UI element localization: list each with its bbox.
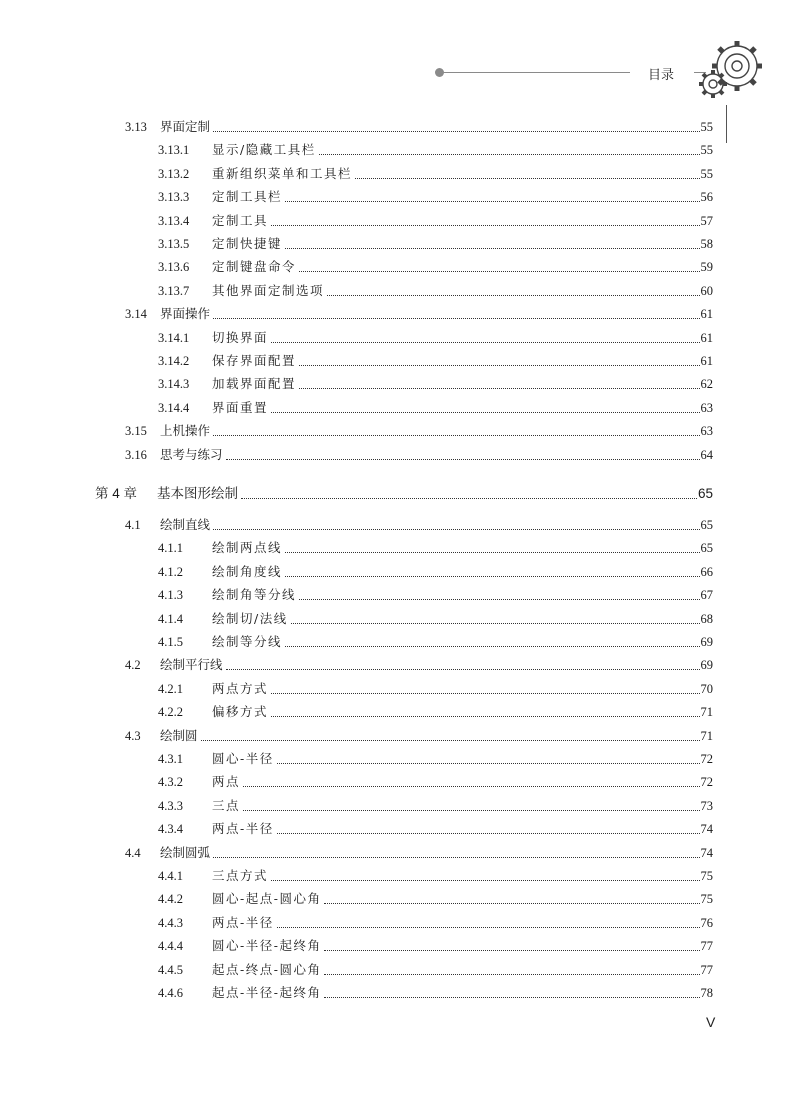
toc-entry-title: 绘制角度线 [212, 563, 283, 579]
toc-entry-title: 上机操作 [160, 423, 211, 439]
toc-entry-title: 两点-半径 [212, 821, 274, 837]
toc-entry-section[interactable] [125, 722, 713, 744]
toc-entry-page: 76 [700, 915, 713, 930]
toc-leader-dots [213, 856, 699, 858]
toc-entry-page: 66 [700, 564, 713, 579]
toc-entry-number: 4.2.1 [158, 681, 183, 696]
toc-leader-dots [324, 973, 699, 975]
page-number: V [706, 1014, 716, 1030]
toc-leader-dots [285, 200, 699, 202]
toc-entry-sub[interactable] [158, 534, 713, 556]
toc-entry-page: 77 [700, 962, 713, 977]
toc-entry-title: 定制快捷键 [212, 236, 283, 251]
toc-entry-title: 两点-半径 [212, 914, 274, 930]
toc-entry-page: 61 [700, 354, 713, 368]
toc-entry-page: 72 [700, 775, 713, 790]
toc-entry-title: 绘制两点线 [212, 540, 283, 556]
toc-entry-number: 3.13.5 [158, 237, 190, 251]
toc-entry-sub[interactable] [158, 230, 713, 252]
toc-entry-number: 3.14.1 [158, 330, 190, 345]
toc-entry-page: 74 [700, 822, 713, 837]
toc-leader-dots [291, 622, 700, 624]
toc-leader-dots [226, 458, 700, 460]
toc-entry-title: 偏移方式 [212, 704, 269, 720]
toc-leader-dots [277, 762, 700, 764]
toc-entry-number: 4.3 [125, 728, 141, 743]
toc-entry-sub[interactable] [158, 675, 713, 697]
toc-entry-number: 3.14.3 [158, 377, 190, 392]
toc-entry-title: 绘制平行线 [160, 657, 223, 673]
toc-entry-title: 界面操作 [160, 306, 211, 322]
toc-entry-sub[interactable] [158, 909, 713, 931]
toc-entry-title: 三点 [212, 797, 241, 813]
toc-entry-page: 63 [700, 400, 713, 415]
toc-leader-dots [324, 996, 699, 998]
toc-entry-title: 圆心-起点-圆心角 [212, 891, 322, 907]
toc-leader-dots [213, 434, 699, 436]
toc-entry-page: 59 [700, 260, 713, 275]
toc-entry-page: 67 [700, 588, 713, 603]
toc-entry-page: 70 [700, 681, 713, 696]
toc-entry-number: 4.2.2 [158, 705, 183, 720]
toc-entry-section[interactable] [125, 651, 713, 673]
header-section-title: 目录 [648, 67, 675, 82]
toc-entry-page: 77 [700, 939, 713, 954]
toc-entry-sub[interactable] [158, 581, 713, 603]
toc-entry-number: 4.3.4 [158, 822, 183, 837]
toc-entry-page: 55 [700, 166, 713, 181]
toc-entry-page: 60 [700, 283, 713, 298]
toc-entry-section[interactable] [125, 417, 713, 439]
toc-entry-sub[interactable] [158, 932, 713, 954]
toc-leader-dots [319, 153, 700, 155]
toc-entry-sub[interactable] [158, 277, 713, 299]
toc-entry-sub[interactable] [158, 792, 713, 814]
toc-entry-sub[interactable] [158, 207, 713, 229]
toc-entry-title: 两点 [212, 774, 241, 790]
toc-entry-sub[interactable] [158, 136, 713, 158]
toc-entry-title: 绘制角等分线 [212, 587, 297, 603]
toc-entry-sub[interactable] [158, 324, 713, 346]
toc-leader-dots [277, 832, 700, 834]
toc-entry-title: 起点-半径-起终角 [212, 985, 322, 1000]
toc-entry-number: 4.4 [125, 845, 141, 860]
toc-entry-number: 第 4 章 [95, 486, 138, 501]
toc-entry-number: 3.13.4 [158, 213, 190, 228]
toc-entry-chapter[interactable] [95, 480, 713, 502]
toc-entry-number: 4.3.1 [158, 752, 183, 766]
toc-leader-dots [213, 130, 699, 132]
toc-entry-title: 其他界面定制选项 [212, 282, 325, 298]
toc-entry-title: 重新组织菜单和工具栏 [212, 165, 353, 181]
toc-entry-title: 切换界面 [212, 329, 269, 345]
toc-leader-dots [201, 739, 700, 741]
toc-leader-dots [285, 247, 699, 249]
toc-entry-title: 定制工具栏 [212, 189, 283, 205]
toc-entry-page: 74 [700, 845, 713, 860]
toc-entry-page: 58 [700, 237, 713, 251]
toc-entry-title: 加载界面配置 [212, 376, 297, 392]
toc-entry-number: 4.4.6 [158, 986, 183, 1000]
toc-leader-dots [324, 902, 699, 904]
toc-entry-sub[interactable] [158, 558, 713, 580]
toc-entry-title: 定制工具 [212, 212, 269, 228]
toc-entry-number: 3.13 [125, 120, 147, 134]
toc-leader-dots [277, 926, 700, 928]
toc-entry-number: 4.1 [125, 518, 141, 532]
toc-entry-number: 4.3.2 [158, 775, 183, 790]
toc-entry-page: 68 [700, 611, 713, 626]
toc-leader-dots [213, 317, 699, 319]
toc-entry-title: 圆心-半径-起终角 [212, 938, 322, 954]
toc-leader-dots [299, 387, 699, 389]
toc-entry-number: 3.14 [125, 307, 147, 322]
toc-entry-sub[interactable] [158, 605, 713, 627]
toc-entry-page: 62 [700, 377, 713, 392]
toc-entry-number: 4.4.4 [158, 939, 183, 954]
toc-entry-page: 71 [700, 705, 713, 720]
toc-entry-page: 69 [700, 658, 713, 673]
toc-leader-dots [324, 949, 699, 951]
toc-entry-page: 61 [700, 330, 713, 345]
toc-leader-dots [271, 411, 699, 413]
toc-entry-number: 4.1.2 [158, 564, 183, 579]
toc-entry-number: 4.1.4 [158, 611, 183, 626]
toc-entry-page: 73 [700, 798, 713, 813]
toc-leader-dots [271, 341, 699, 343]
toc-entry-page: 57 [700, 213, 713, 228]
toc-entry-sub[interactable] [158, 698, 713, 720]
toc-entry-number: 3.16 [125, 447, 147, 462]
toc-leader-dots [243, 785, 699, 787]
toc-entry-number: 3.14.4 [158, 400, 190, 415]
toc-entry-sub[interactable] [158, 745, 713, 767]
toc-entry-sub[interactable] [158, 160, 713, 182]
toc-entry-title: 基本图形绘制 [157, 486, 238, 501]
toc-leader-dots [271, 224, 699, 226]
toc-entry-number: 3.15 [125, 424, 147, 439]
toc-entry-title: 两点方式 [212, 680, 269, 696]
toc-entry-title: 保存界面配置 [212, 353, 297, 368]
toc-entry-number: 4.4.2 [158, 892, 183, 907]
toc-entry-title: 绘制等分线 [212, 634, 283, 649]
toc-leader-dots [299, 598, 699, 600]
toc-leader-dots [285, 645, 699, 647]
toc-entry-title: 显示/隐藏工具栏 [212, 142, 316, 158]
toc-entry-title: 界面重置 [212, 399, 269, 415]
toc-leader-dots [271, 715, 699, 717]
toc-entry-sub[interactable] [158, 862, 713, 884]
toc-entry-section[interactable] [125, 113, 713, 135]
toc-entry-number: 4.1.3 [158, 588, 183, 603]
toc-entry-title: 绘制圆弧 [160, 844, 211, 860]
toc-leader-dots [213, 528, 699, 530]
toc-entry-page: 64 [700, 447, 713, 462]
toc-entry-number: 4.4.5 [158, 962, 183, 977]
toc-entry-section[interactable] [125, 441, 713, 463]
toc-entry-sub[interactable] [158, 183, 713, 205]
toc-entry-title: 圆心-半径 [212, 751, 274, 766]
toc-leader-dots [327, 294, 699, 296]
toc-entry-sub[interactable] [158, 956, 713, 978]
toc-leader-dots [355, 177, 699, 179]
toc-leader-dots [285, 575, 699, 577]
toc-leader-dots [243, 809, 699, 811]
toc-entry-number: 4.2 [125, 658, 141, 673]
toc-leader-dots [299, 364, 699, 366]
toc-entry-page: 75 [700, 869, 713, 883]
toc-entry-section[interactable] [125, 839, 713, 861]
toc-entry-page: 65 [700, 518, 713, 532]
toc-entry-page: 61 [700, 307, 713, 322]
toc-entry-number: 3.14.2 [158, 354, 190, 368]
toc-entry-title: 起点-终点-圆心角 [212, 961, 322, 977]
toc-entry-page: 65 [700, 541, 713, 556]
toc-entry-page: 63 [700, 424, 713, 439]
toc-entry-section[interactable] [125, 300, 713, 322]
toc-entry-number: 3.13.2 [158, 166, 190, 181]
toc-entry-title: 绘制切/法线 [212, 610, 288, 626]
toc-entry-page: 71 [700, 728, 713, 743]
toc-entry-sub[interactable] [158, 885, 713, 907]
toc-entry-number: 3.13.6 [158, 260, 190, 275]
toc-entry-page: 65 [697, 486, 713, 501]
toc-entry-number: 4.4.3 [158, 915, 183, 930]
toc-entry-sub[interactable] [158, 347, 713, 369]
toc-entry-page: 78 [700, 986, 713, 1000]
toc-entry-title: 界面定制 [160, 119, 211, 134]
toc-entry-sub[interactable] [158, 979, 713, 1001]
toc-entry-number: 3.13.1 [158, 143, 190, 158]
toc-entry-page: 56 [700, 190, 713, 205]
toc-entry-page: 75 [700, 892, 713, 907]
toc-entry-section[interactable] [125, 511, 713, 533]
toc-entry-title: 三点方式 [212, 868, 269, 883]
toc-entry-number: 4.4.1 [158, 869, 183, 883]
toc-entry-sub[interactable] [158, 815, 713, 837]
toc-entry-title: 定制键盘命令 [212, 259, 297, 275]
toc-entry-page: 72 [700, 752, 713, 766]
toc-entry-number: 4.3.3 [158, 798, 183, 813]
toc-leader-dots [271, 879, 699, 881]
toc-entry-page: 69 [700, 635, 713, 649]
toc-entry-number: 4.1.5 [158, 635, 183, 649]
toc-entry-title: 思考与练习 [160, 446, 223, 462]
toc-entry-title: 绘制直线 [160, 517, 211, 532]
toc-leader-dots [271, 692, 699, 694]
toc-entry-sub[interactable] [158, 768, 713, 790]
toc-entry-number: 4.1.1 [158, 541, 183, 556]
toc-entry-sub[interactable] [158, 394, 713, 416]
toc-leader-dots [226, 668, 700, 670]
toc-entry-sub[interactable] [158, 370, 713, 392]
toc-entry-sub[interactable] [158, 628, 713, 650]
toc-entry-title: 绘制圆 [160, 727, 198, 743]
toc-entry-number: 3.13.3 [158, 190, 190, 205]
toc-leader-dots [241, 497, 697, 499]
toc-entry-sub[interactable] [158, 253, 713, 275]
toc-leader-dots [285, 551, 699, 553]
toc-entry-page: 55 [700, 120, 713, 134]
toc-entry-number: 3.13.7 [158, 283, 190, 298]
toc-leader-dots [299, 270, 699, 272]
toc-entry-page: 55 [700, 143, 713, 158]
